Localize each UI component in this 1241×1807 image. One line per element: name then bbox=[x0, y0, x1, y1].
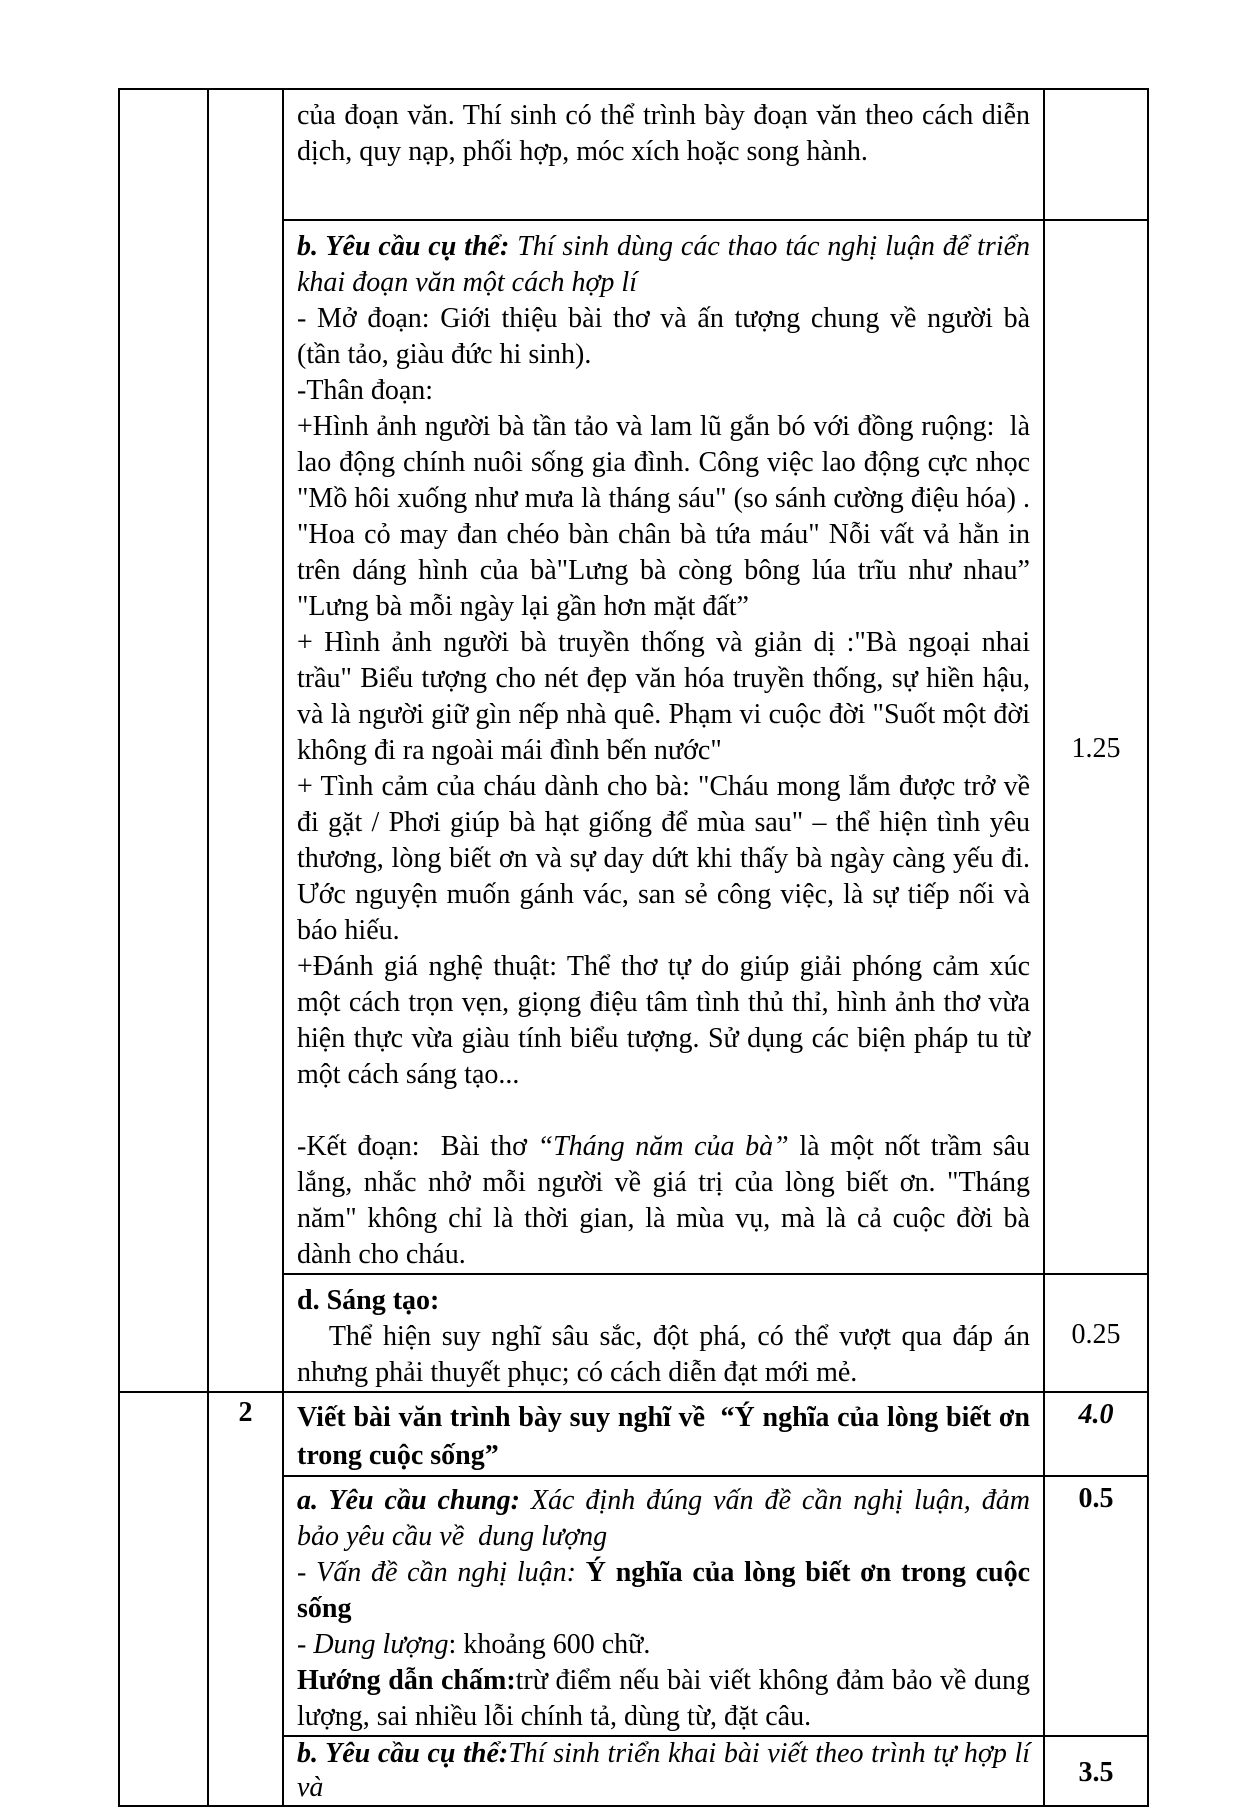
text-segment: +Hình ảnh người bà tần tảo và lam lũ gắn bó với đồng ruộng: là lao động chính nuôi sống gia đình. Công việc lao động cực nhọc "Mồ hôi xuống như mưa là tháng sáu" (so sánh cường điệu hóa) . "Hoa cỏ may đan chéo bàn chân bà tứa máu" Nỗi vất vả hằn in trên dáng hình của bà"Lưng bà còng bông lúa trĩu như nhau” "Lưng bà mỗi ngày lại gần hơn mặt đất” bbox=[297, 411, 1037, 622]
paragraph bbox=[297, 1483, 1037, 1555]
paragraph bbox=[297, 625, 1037, 769]
score-cell: 3.5 bbox=[1044, 1736, 1148, 1806]
paragraph bbox=[297, 301, 1037, 373]
text-segment: - Mở đoạn: Giới thiệu bài thơ và ấn tượng chung về người bà (tần tảo, giàu đức hi sinh). bbox=[297, 303, 1037, 370]
paragraph bbox=[297, 1319, 1037, 1391]
score-cell: 1.25 bbox=[1044, 220, 1148, 1274]
paragraph bbox=[297, 769, 1037, 949]
paragraph bbox=[297, 1283, 1030, 1319]
text-segment: trừ điểm nếu bài viết không đảm bảo về dung lượng, sai nhiều lỗi chính tả, dùng từ, đặt câu. bbox=[297, 1665, 1038, 1732]
score-cell: 0.25 bbox=[1044, 1274, 1148, 1392]
text-segment: : khoảng 600 chữ. bbox=[448, 1629, 651, 1660]
text-segment: b. Yêu cầu cụ thể: bbox=[297, 231, 518, 262]
text-segment: -Thân đoạn: bbox=[297, 375, 434, 406]
text-segment: là một nốt trầm sâu lắng, nhắc nhở mỗi người về giá trị của lòng biết ơn. "Tháng năm" không chỉ là thời gian, là mùa vụ, mà là cả cuộc đời bà dành cho cháu. bbox=[297, 1131, 1037, 1270]
criteria-content-cell bbox=[283, 1736, 1044, 1806]
score-cell: 0.5 bbox=[1044, 1476, 1148, 1736]
question-number-cell: 2 bbox=[208, 1392, 283, 1806]
text-segment: -Kết đoạn: Bài thơ bbox=[297, 1131, 538, 1162]
left-spacer-cell bbox=[119, 89, 208, 1392]
criteria-content-cell bbox=[283, 89, 1044, 220]
text-segment: Ý nghĩa của lòng biết ơn trong cuộc sống bbox=[297, 1557, 1038, 1624]
table-row bbox=[119, 1392, 1148, 1476]
paragraph bbox=[297, 1129, 1037, 1273]
paragraph bbox=[297, 1399, 1037, 1475]
text-segment: - Vấn đề cần nghị luận: bbox=[297, 1557, 586, 1588]
paragraph bbox=[297, 1663, 1038, 1735]
rubric-table-body bbox=[119, 89, 1148, 1806]
text-segment: “Tháng năm của bà” bbox=[537, 1131, 789, 1162]
text-segment: b. Yêu cầu cụ thể: bbox=[297, 1738, 509, 1769]
score-cell: 4.0 bbox=[1044, 1392, 1148, 1476]
criteria-content-cell bbox=[283, 1274, 1044, 1392]
criteria-content-cell bbox=[283, 1476, 1044, 1736]
text-segment: của đoạn văn. Thí sinh có thể trình bày đoạn văn theo cách diễn dịch, quy nạp, phối hợp, móc xích hoặc song hành. bbox=[297, 100, 1037, 167]
question-number-cell bbox=[208, 89, 283, 1392]
text-segment: + Hình ảnh người bà truyền thống và giản dị :"Bà ngoại nhai trầu" Biểu tượng cho nét đẹp văn hóa truyền thống, sự hiền hậu, và là người giữ gìn nếp nhà quê. Phạm vi cuộc đời "Suốt một đời không đi ra ngoài mái đình bến nước" bbox=[297, 627, 1037, 766]
paragraph bbox=[297, 98, 1037, 170]
paragraph bbox=[297, 1627, 1030, 1663]
text-segment: a. Yêu cầu chung: bbox=[297, 1485, 531, 1516]
score-cell bbox=[1044, 89, 1148, 220]
grading-rubric-table bbox=[118, 88, 1149, 1807]
text-segment: +Đánh giá nghệ thuật: Thể thơ tự do giúp giải phóng cảm xúc một cách trọn vẹn, giọng điệu tâm tình thủ thỉ, hình ảnh thơ vừa hiện thực vừa giàu tính biểu tượng. Sử dụng các biện pháp tu từ một cách sáng tạo... bbox=[297, 951, 1037, 1090]
text-segment: Hướng dẫn chấm: bbox=[297, 1665, 516, 1696]
paragraph bbox=[297, 229, 1037, 301]
text-segment: + Tình cảm của cháu dành cho bà: "Cháu mong lắm được trở về đi gặt / Phơi giúp bà hạt giống để mùa sau" – thể hiện tình yêu thương, lòng biết ơn và sự day dứt khi thấy bà ngày càng yếu đi. Ước nguyện muốn gánh vác, san sẻ công việc, là sự tiếp nối và báo hiếu. bbox=[297, 771, 1037, 946]
paragraph bbox=[297, 949, 1037, 1093]
paragraph bbox=[297, 1093, 1030, 1129]
paragraph bbox=[297, 373, 1030, 409]
paragraph bbox=[297, 1737, 1038, 1805]
text-segment: Thí sinh triển khai bài viết theo trình tự hợp lí và bbox=[297, 1738, 1038, 1803]
left-spacer-cell bbox=[119, 1392, 208, 1806]
text-segment: Viết bài văn trình bày suy nghĩ về “Ý nghĩa của lòng biết ơn trong cuộc sống” bbox=[297, 1402, 1037, 1471]
criteria-content-cell bbox=[283, 1392, 1044, 1476]
text-segment: Thí sinh dùng các thao tác nghị luận để triển khai đoạn văn một cách hợp lí bbox=[297, 231, 1037, 298]
text-segment: - Dung lượng bbox=[297, 1629, 449, 1660]
criteria-content-cell bbox=[283, 220, 1044, 1274]
text-segment: Thể hiện suy nghĩ sâu sắc, đột phá, có thể vượt qua đáp án nhưng phải thuyết phục; có cách diễn đạt mới mẻ. bbox=[297, 1321, 1037, 1388]
text-segment: Xác định đúng vấn đề cần nghị luận, đảm bảo yêu cầu về dung lượng bbox=[297, 1485, 1037, 1552]
paragraph bbox=[297, 409, 1037, 625]
text-segment: d. Sáng tạo: bbox=[297, 1285, 440, 1316]
paragraph bbox=[297, 1555, 1038, 1627]
table-row bbox=[119, 89, 1148, 220]
